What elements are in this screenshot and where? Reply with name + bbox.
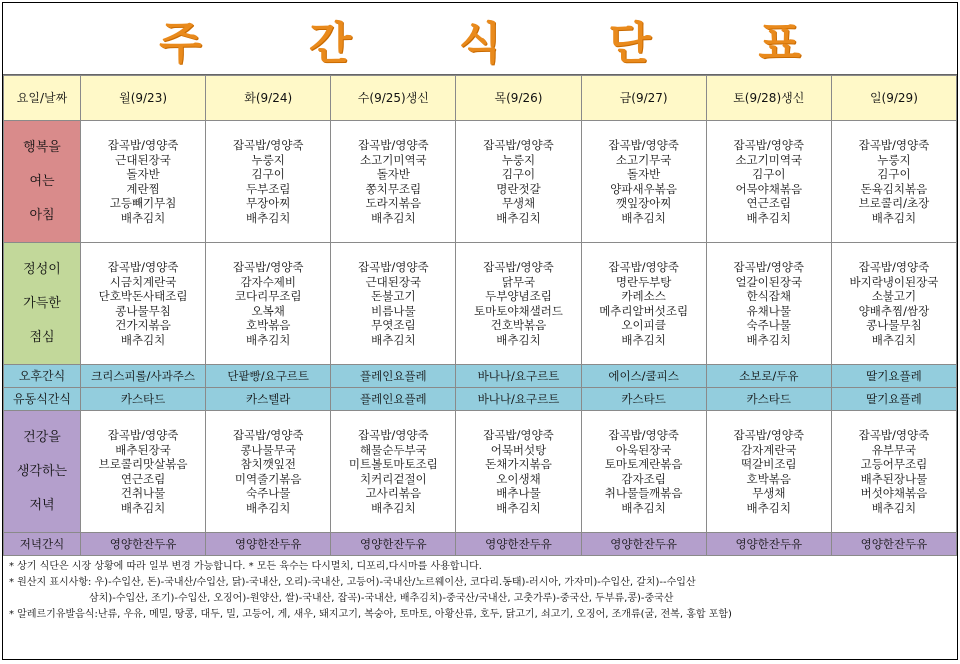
menu-item: 무생채 <box>752 486 786 500</box>
lunch-cell <box>581 243 706 365</box>
menu-item: 무생채 <box>501 196 536 210</box>
menu-item: 바지락냉이된장국 <box>849 274 939 289</box>
meal-label-line: 생각하는 <box>16 463 68 479</box>
menu-item: 오복채 <box>251 303 285 318</box>
menu-item: 미역줄기볶음 <box>234 471 302 486</box>
menu-item: 오이피클 <box>621 318 666 332</box>
menu-item: 배추김치 <box>746 332 791 347</box>
footnotes <box>3 556 957 623</box>
menu-item: 잡곡밥/영양죽 <box>107 428 179 442</box>
lunch-row <box>4 243 957 365</box>
menu-item: 잡곡밥/영양죽 <box>608 260 679 274</box>
dinner-snack-cell: 영양한잔두유 <box>831 533 956 556</box>
liquid-snack-cell: 딸기요플레 <box>831 388 956 411</box>
breakfast-cell <box>81 121 206 243</box>
menu-item: 양배추찜/쌈장 <box>858 303 930 318</box>
menu-item: 배추김치 <box>245 332 291 347</box>
menu-item: 잡곡밥/영양죽 <box>733 138 805 152</box>
menu-item: 토마토야채샐러드 <box>474 303 563 318</box>
menu-item: 감자조림 <box>621 471 666 486</box>
menu-item: 잡곡밥/영양죽 <box>358 428 429 442</box>
liquid-snack-cell: 카스텔라 <box>206 388 331 411</box>
meal-label-line: 가득한 <box>23 295 61 311</box>
menu-item: 소불고기 <box>871 289 917 303</box>
menu-item: 연근조림 <box>120 471 166 486</box>
menu-item: 배추김치 <box>120 500 166 515</box>
menu-item: 두부양념조림 <box>485 289 552 303</box>
menu-item: 김구이 <box>501 167 536 181</box>
menu-item: 잡곡밥/영양죽 <box>608 138 679 152</box>
menu-item: 카레소스 <box>621 289 666 303</box>
menu-table <box>3 75 957 556</box>
menu-item: 단호박돈사태조림 <box>98 289 188 303</box>
breakfast-row <box>4 121 957 243</box>
menu-item: 잡곡밥/영양죽 <box>858 260 930 274</box>
menu-item: 배추김치 <box>496 500 541 515</box>
header-row <box>4 76 957 121</box>
dinner-snack-cell: 영양한잔두유 <box>456 533 581 556</box>
dinner-snack-row <box>4 533 957 556</box>
menu-item: 돌자반 <box>376 167 411 181</box>
breakfast-label <box>4 121 81 243</box>
menu-item: 잡곡밥/영양죽 <box>733 260 805 274</box>
lunch-cell <box>456 243 581 365</box>
menu-item: 시금치계란국 <box>109 274 177 289</box>
note-origin: * 원산지 표시사항: 우)-수입산, 돈)-국내산/수입산, 닭)-국내산, 오리)-국내산, 고등어)-국내산/노르웨이산, 코다리.동태)-러시아, 가자미)-수입산, 갈치)--수입산 <box>9 577 696 588</box>
menu-item: 잡곡밥/영양죽 <box>483 260 554 274</box>
dinner-cell <box>331 411 456 533</box>
menu-item: 돌자반 <box>126 167 160 181</box>
menu-item: 소고기무국 <box>615 152 672 167</box>
menu-item: 잡곡밥/영양죽 <box>358 138 429 152</box>
menu-item: 오이생채 <box>496 471 541 486</box>
menu-item: 돌자반 <box>626 167 661 181</box>
lunch-cell <box>706 243 831 365</box>
menu-item: 해물순두부국 <box>360 442 427 457</box>
day-header: 화(9/24) <box>206 76 331 121</box>
note-origin-continued: 삼치)-수입산, 조기)-수입산, 오징어)-원양산, 쌀)-국내산, 잡곡)-국내산, 배추김치)-중국산/국내산, 고춧가루)-중국산, 두부류,콩)-중국산 <box>89 593 674 604</box>
dinner-cell <box>81 411 206 533</box>
menu-item: 떡갈비조림 <box>741 457 797 471</box>
menu-item: 잡곡밥/영양죽 <box>107 260 179 274</box>
menu-item: 토마토계란볶음 <box>604 457 683 471</box>
menu-item: 한식잡채 <box>746 289 791 303</box>
menu-item: 취나물들깨볶음 <box>604 486 683 500</box>
afternoon-snack-row <box>4 365 957 388</box>
meal-label-line: 정성이 <box>23 261 61 277</box>
menu-item: 배추김치 <box>496 332 541 347</box>
menu-item: 누룽지 <box>877 152 911 167</box>
menu-item: 소고기미역국 <box>360 152 427 167</box>
menu-item: 배추김치 <box>621 210 666 225</box>
liquid-snack-cell: 카스타드 <box>81 388 206 411</box>
menu-item: 배추된장국 <box>115 442 171 457</box>
day-header: 일(9/29) <box>831 76 956 121</box>
menu-item: 배추김치 <box>371 210 416 225</box>
menu-item: 잡곡밥/영양죽 <box>232 138 304 152</box>
menu-item: 배추된장나물 <box>860 471 928 486</box>
menu-item: 미트볼토마토조림 <box>348 457 438 471</box>
menu-item: 아욱된장국 <box>615 442 672 457</box>
liquid-snack-cell: 플레인요플레 <box>331 388 456 411</box>
lunch-cell <box>831 243 956 365</box>
menu-item: 비름나물 <box>371 303 416 318</box>
menu-item: 명란젓갈 <box>496 181 541 196</box>
afternoon-snack-cell: 단팥빵/요구르트 <box>206 365 331 388</box>
day-header: 토(9/28)생신 <box>706 76 831 121</box>
liquid-snack-cell: 카스타드 <box>706 388 831 411</box>
dinner-snack-cell: 영양한잔두유 <box>206 533 331 556</box>
menu-item: 배추김치 <box>371 332 416 347</box>
menu-item: 어묵버섯탕 <box>490 442 547 457</box>
liquid-snack-label: 유동식간식 <box>4 388 81 411</box>
menu-item: 건가지볶음 <box>115 318 171 332</box>
day-header: 금(9/27) <box>581 76 706 121</box>
afternoon-snack-label: 오후간식 <box>4 365 81 388</box>
title-box <box>3 3 957 75</box>
menu-item: 배추김치 <box>871 500 917 515</box>
menu-item: 돈불고기 <box>371 289 416 303</box>
dinner-cell <box>581 411 706 533</box>
menu-item: 근대된장국 <box>365 274 422 289</box>
breakfast-cell <box>331 121 456 243</box>
header-corner: 요일/날짜 <box>4 76 81 121</box>
menu-item: 배추김치 <box>245 500 291 515</box>
afternoon-snack-cell: 딸기요플레 <box>831 365 956 388</box>
menu-item: 배추김치 <box>871 210 917 225</box>
menu-item: 고등빼기무침 <box>109 196 177 210</box>
day-header: 목(9/26) <box>456 76 581 121</box>
dinner-cell <box>706 411 831 533</box>
meal-label-line: 점심 <box>29 329 55 345</box>
menu-item: 호박볶음 <box>746 471 791 486</box>
menu-item: 브로콜리/초장 <box>858 196 930 210</box>
afternoon-snack-cell: 플레인요플레 <box>331 365 456 388</box>
menu-item: 참치깻잎전 <box>240 457 296 471</box>
menu-item: 배추김치 <box>746 210 791 225</box>
menu-item: 치커리겉절이 <box>360 471 427 486</box>
menu-item: 콩나물무국 <box>240 442 296 457</box>
meal-label-line: 여는 <box>29 173 55 189</box>
dinner-snack-cell: 영양한잔두유 <box>81 533 206 556</box>
menu-item: 닭무국 <box>501 274 536 289</box>
menu-item: 김구이 <box>251 167 285 181</box>
menu-item: 건취나물 <box>120 486 166 500</box>
note-change: * 상기 식단은 시장 상황에 따라 일부 변경 가능합니다. * 모든 육수는 다시멸치, 디포리,다시마를 사용합니다. <box>9 561 482 572</box>
menu-item: 김구이 <box>877 167 911 181</box>
lunch-cell <box>206 243 331 365</box>
afternoon-snack-cell: 에이스/쿨피스 <box>581 365 706 388</box>
menu-item: 호박볶음 <box>245 318 291 332</box>
menu-item: 잡곡밥/영양죽 <box>858 428 930 442</box>
meal-label-line: 건강을 <box>23 429 61 445</box>
menu-item: 무엿조림 <box>371 318 416 332</box>
menu-page <box>2 2 958 660</box>
dinner-label <box>4 411 81 533</box>
menu-item: 쫑치무조림 <box>365 181 422 196</box>
menu-item: 건호박볶음 <box>490 318 547 332</box>
dinner-cell <box>206 411 331 533</box>
menu-item: 콩나물무침 <box>115 303 171 318</box>
dinner-cell <box>831 411 956 533</box>
dinner-snack-cell: 영양한잔두유 <box>331 533 456 556</box>
breakfast-cell <box>581 121 706 243</box>
menu-item: 명란두부탕 <box>615 274 672 289</box>
dinner-snack-cell: 영양한잔두유 <box>581 533 706 556</box>
note-allergy: * 알레르기유발음식:난류, 우유, 메밀, 땅콩, 대두, 밀, 고등어, 게, 새우, 돼지고기, 복숭아, 토마토, 아황산류, 호두, 닭고기, 쇠고기, 오징어, 조개류(굴, 전복, 홍합 포함) <box>9 609 732 620</box>
breakfast-cell <box>706 121 831 243</box>
dinner-row <box>4 411 957 533</box>
menu-item: 숙주나물 <box>746 318 791 332</box>
menu-item: 잡곡밥/영양죽 <box>107 138 179 152</box>
menu-item: 배추김치 <box>245 210 291 225</box>
liquid-snack-row <box>4 388 957 411</box>
meal-label-line: 아침 <box>29 207 55 223</box>
menu-item: 배추김치 <box>371 500 416 515</box>
menu-item: 배추김치 <box>746 500 791 515</box>
menu-item: 잡곡밥/영양죽 <box>733 428 805 442</box>
menu-item: 계란찜 <box>126 181 160 196</box>
dinner-cell <box>456 411 581 533</box>
menu-item: 잡곡밥/영양죽 <box>858 138 930 152</box>
menu-item: 잡곡밥/영양죽 <box>608 428 679 442</box>
dinner-snack-label: 저녁간식 <box>4 533 81 556</box>
menu-item: 배추나물 <box>496 486 541 500</box>
menu-item: 고등어무조림 <box>860 457 928 471</box>
menu-item: 배추김치 <box>120 332 166 347</box>
day-header: 수(9/25)생신 <box>331 76 456 121</box>
menu-item: 숙주나물 <box>245 486 291 500</box>
menu-item: 돈채가지볶음 <box>485 457 552 471</box>
menu-item: 배추김치 <box>120 210 166 225</box>
menu-item: 콩나물무침 <box>866 318 922 332</box>
menu-item: 잡곡밥/영양죽 <box>483 138 554 152</box>
menu-item: 고사리볶음 <box>365 486 422 500</box>
menu-item: 배추김치 <box>871 332 917 347</box>
liquid-snack-cell: 카스타드 <box>581 388 706 411</box>
meal-label-line: 행복을 <box>23 139 61 155</box>
lunch-cell <box>81 243 206 365</box>
breakfast-cell <box>831 121 956 243</box>
menu-item: 누룽지 <box>251 152 285 167</box>
breakfast-cell <box>456 121 581 243</box>
menu-item: 배추김치 <box>621 332 666 347</box>
menu-item: 배추김치 <box>496 210 541 225</box>
menu-item: 무장아찌 <box>245 196 291 210</box>
menu-item: 김구이 <box>752 167 786 181</box>
menu-item: 배추김치 <box>621 500 666 515</box>
menu-item: 근대된장국 <box>115 152 171 167</box>
menu-item: 유채나물 <box>746 303 791 318</box>
dinner-snack-cell: 영양한잔두유 <box>706 533 831 556</box>
afternoon-snack-cell: 바나나/요구르트 <box>456 365 581 388</box>
day-header: 월(9/23) <box>81 76 206 121</box>
menu-item: 도라지볶음 <box>365 196 422 210</box>
menu-item: 브로콜리맛살볶음 <box>98 457 188 471</box>
lunch-cell <box>331 243 456 365</box>
menu-item: 코다리무조림 <box>234 289 302 303</box>
page-title: 주 간 식 단 표 <box>159 17 847 69</box>
menu-item: 유부무국 <box>871 442 917 457</box>
menu-item: 어묵야채볶음 <box>735 181 803 196</box>
meal-label-line: 저녁 <box>29 497 55 513</box>
menu-item: 메추리알버섯조림 <box>599 303 689 318</box>
menu-item: 감자계란국 <box>741 442 797 457</box>
afternoon-snack-cell: 크리스피롤/사과주스 <box>81 365 206 388</box>
menu-item: 소고기미역국 <box>735 152 803 167</box>
menu-item: 잡곡밥/영양죽 <box>232 428 304 442</box>
liquid-snack-cell: 바나나/요구르트 <box>456 388 581 411</box>
menu-item: 돈육김치볶음 <box>860 181 928 196</box>
breakfast-cell <box>206 121 331 243</box>
menu-item: 얼갈이된장국 <box>735 274 803 289</box>
menu-item: 잡곡밥/영양죽 <box>232 260 304 274</box>
menu-item: 연근조림 <box>746 196 791 210</box>
menu-item: 두부조림 <box>245 181 291 196</box>
menu-item: 누룽지 <box>501 152 536 167</box>
afternoon-snack-cell: 소보로/두유 <box>706 365 831 388</box>
menu-item: 양파새우볶음 <box>610 181 677 196</box>
lunch-label <box>4 243 81 365</box>
menu-item: 깻잎장아찌 <box>615 196 672 210</box>
menu-item: 잡곡밥/영양죽 <box>483 428 554 442</box>
menu-item: 버섯야채볶음 <box>860 486 928 500</box>
menu-item: 감자수제비 <box>240 274 296 289</box>
menu-item: 잡곡밥/영양죽 <box>358 260 429 274</box>
